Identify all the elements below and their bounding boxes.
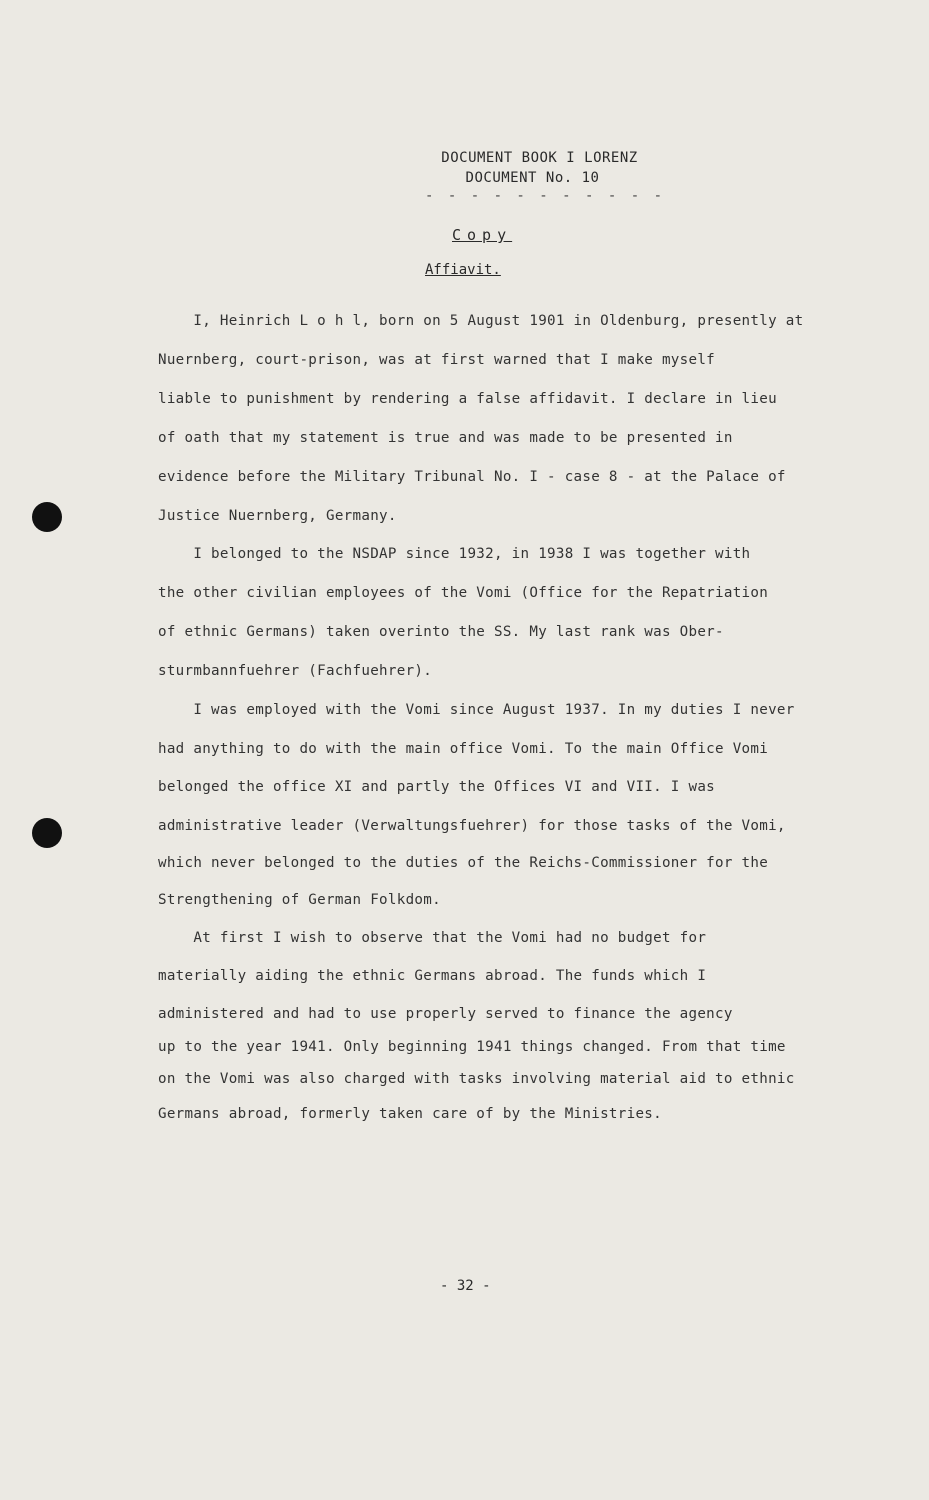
text-line: materially aiding the ethnic Germans abroad. The funds which I — [158, 968, 707, 984]
document-number-heading: DOCUMENT No. 10 — [465, 170, 600, 186]
text-line: At first I wish to observe that the Vomi had no budget for — [158, 930, 707, 946]
text-line: Justice Nuernberg, Germany. — [158, 508, 397, 524]
header-separator: - - - - - - - - - - - — [425, 188, 666, 204]
copy-label: Copy — [452, 226, 513, 244]
text-line: Germans abroad, formerly taken care of by the Ministries. — [158, 1106, 662, 1122]
text-line: on the Vomi was also charged with tasks involving material aid to ethnic — [158, 1071, 795, 1087]
text-line: belonged the office XI and partly the Offices VI and VII. I was — [158, 779, 716, 795]
text-line: Strengthening of German Folkdom. — [158, 892, 441, 908]
text-line: the other civilian employees of the Vomi (Office for the Repatriation — [158, 585, 769, 601]
text-line: of oath that my statement is true and was made to be presented in — [158, 430, 733, 446]
text-line: I, Heinrich L o h l, born on 5 August 1901 in Oldenburg, presently at — [158, 313, 804, 329]
text-line: of ethnic Germans) taken overinto the SS. My last rank was Ober- — [158, 624, 724, 640]
text-line: Nuernberg, court-prison, was at first warned that I make myself — [158, 352, 716, 368]
text-line: had anything to do with the main office Vomi. To the main Office Vomi — [158, 741, 769, 757]
text-line: I was employed with the Vomi since August 1937. In my duties I never — [158, 702, 795, 718]
document-book-heading: DOCUMENT BOOK I LORENZ — [441, 150, 638, 166]
page-number: - 32 - — [440, 1278, 491, 1294]
text-line: evidence before the Military Tribunal No. I - case 8 - at the Palace of — [158, 469, 786, 485]
text-line: liable to punishment by rendering a false affidavit. I declare in lieu — [158, 391, 777, 407]
text-line: administrative leader (Verwaltungsfuehrer) for those tasks of the Vomi, — [158, 818, 786, 834]
text-line: up to the year 1941. Only beginning 1941 things changed. From that time — [158, 1039, 786, 1055]
affidavit-title: Affiavit. — [425, 262, 501, 278]
punch-hole — [32, 502, 62, 532]
text-line: I belonged to the NSDAP since 1932, in 1938 I was together with — [158, 546, 751, 562]
text-line: administered and had to use properly served to finance the agency — [158, 1006, 733, 1022]
punch-hole — [32, 818, 62, 848]
text-line: which never belonged to the duties of the Reichs-Commissioner for the — [158, 855, 769, 871]
text-line: sturmbannfuehrer (Fachfuehrer). — [158, 663, 433, 679]
